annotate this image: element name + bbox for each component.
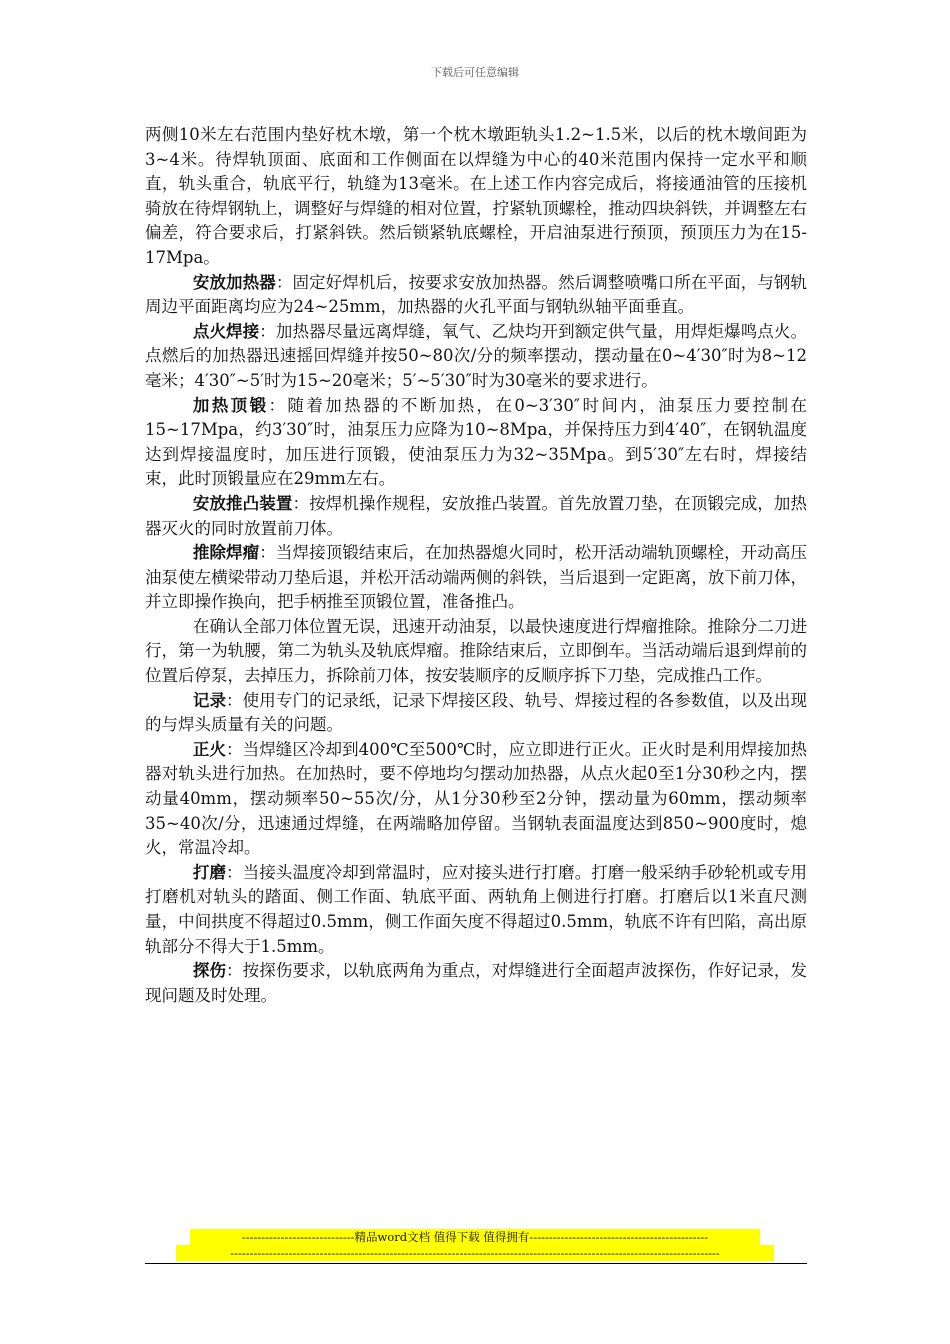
paragraph-term: 加热顶锻 <box>192 395 269 415</box>
paragraph-trimming <box>145 615 807 689</box>
term-separator: ： <box>275 272 293 292</box>
term-separator: ： <box>226 862 243 882</box>
footer-banner: -----------------------------精品word文档 值得下载 值得拥有---------------------------------------------- <box>190 1229 760 1245</box>
paragraph-term: 推除焊瘤 <box>192 543 260 563</box>
paragraph-text: 当焊缝区冷却到400℃至500℃时，应立即进行正火。正火时是利用焊接加热器对轨头进行加热。在加热时，要不停地均匀摆动加热器，从点火起0至1分30秒之内，摆动量40mm，摆动频率50~55次/分，从1分30秒至2分钟，摆动量为60mm，摆动频率35~40次/分，迅速通过焊缝，在两端略加停留。当钢轨表面温度达到850~900度时，熄火，常温冷却。 <box>145 739 808 858</box>
paragraph-text: 加热器尽量远离焊缝，氧气、乙炔均开到额定供气量，用焊炬爆鸣点火。点燃后的加热器迅速摇回焊缝并按50~80次/分的频率摆动，摆动量在0~4′30″时为8~12毫米；4′30″~5′时为15~20毫米；5′~5′30″时为30毫米的要求进行。 <box>145 321 808 390</box>
paragraph-upset <box>145 394 807 492</box>
paragraph-flash-removal <box>145 541 807 615</box>
paragraph-normalizing <box>145 738 807 861</box>
term-separator: ： <box>268 395 288 415</box>
paragraph-intro <box>145 123 807 271</box>
term-separator: ： <box>226 739 243 759</box>
paragraph-term: 记录 <box>192 690 227 710</box>
term-separator: ： <box>259 321 276 341</box>
paragraph-text: 按焊机操作规程，安放推凸装置。首先放置刀垫，在顶锻完成，加热器灭火的同时放置前刀体。 <box>145 493 808 538</box>
paragraph-term: 点火焊接 <box>192 321 260 341</box>
footer-rule <box>145 1263 807 1264</box>
term-separator: ： <box>259 543 276 563</box>
paragraph-trimmer <box>145 492 807 541</box>
paragraph-term: 安放推凸装置 <box>192 493 293 513</box>
paragraph-term: 探伤 <box>192 961 227 981</box>
paragraph-text: 按探伤要求，以轨底两角为重点，对焊缝进行全面超声波探伤，作好记录，发现问题及时处理。 <box>145 961 808 1005</box>
paragraph-ignition <box>145 320 807 394</box>
term-separator: ： <box>226 961 243 981</box>
document-body <box>145 123 807 1008</box>
paragraph-inspection <box>145 959 807 1008</box>
paragraph-heater <box>145 271 807 320</box>
paragraph-grinding <box>145 861 807 959</box>
paragraph-text: 两侧10米左右范围内垫好枕木墩，第一个枕木墩距轨头1.2~1.5米，以后的枕木墩间距为3~4米。待焊轨顶面、底面和工作侧面在以焊缝为中心的40米范围内保持一定水平和顺直，轨头重合，轨底平行，轨缝为13毫米。在上述工作内容完成后，将接通油管的压接机骑放在待焊钢轨上，调整好与焊缝的相对位置，拧紧轨顶螺栓，推动四块斜铁，并调整左右偏差，符合要求后，打紧斜铁。然后锁紧轨底螺栓，开启油泵进行预顶，预顶压力为在15-17Mpa。 <box>145 125 807 267</box>
paragraph-term: 正火 <box>192 739 227 759</box>
footer-dashes: ------------------------------------------------------------------------------------------------------------------------------ <box>176 1245 774 1261</box>
paragraph-text: 固定好焊机后，按要求安放加热器。然后调整喷嘴口所在平面，与钢轨周边平面距离均应为24~25mm，加热器的火孔平面与钢轨纵轴平面垂直。 <box>145 272 808 317</box>
paragraph-text: 随着加热器的不断加热，在0~3′30″时间内，油泵压力要控制在15~17Mpa，约3′30″时，油泵压力应降为10~8Mpa，并保持压力到4′40″，在钢轨温度达到焊接温度时，加压进行顶锻，使油泵压力为32~35Mpa。到5′30″左右时，焊接结束，此时顶锻量应在29mm左右。 <box>145 395 808 489</box>
paragraph-record <box>145 689 807 738</box>
paragraph-text: 在确认全部刀体位置无误，迅速开动油泵，以最快速度进行焊瘤推除。推除分二刀进行，第一为轨腰，第二为轨头及轨底焊瘤。推除结束后，立即倒车。当活动端后退到焊前的位置后停泵，去掉压力，拆除前刀体，按安装顺序的反顺序拆下刀垫，完成推凸工作。 <box>145 616 807 686</box>
term-separator: ： <box>292 493 310 513</box>
term-separator: ： <box>226 690 243 710</box>
page-header: 下载后可任意编辑 <box>431 66 519 79</box>
paragraph-text: 当接头温度冷却到常温时，应对接头进行打磨。打磨一般采纳手砂轮机或专用打磨机对轨头的踏面、侧工作面、轨底平面、两轨角上侧进行打磨。打磨后以1米直尺测量，中间拱度不得超过0.5mm，侧工作面矢度不得超过0.5mm，轨底不许有凹陷，高出原轨部分不得大于1.5mm。 <box>145 862 808 956</box>
paragraph-text: 使用专门的记录纸，记录下焊接区段、轨号、焊接过程的各参数值，以及出现的与焊头质量有关的问题。 <box>145 690 808 735</box>
paragraph-text: 当焊接顶锻结束后，在加热器熄火同时，松开活动端轨顶螺栓，开动高压油泵使左横梁带动刀垫后退，并松开活动端两侧的斜铁，当后退到一定距离，放下前刀体，并立即操作换向，把手柄推至顶锻位置，准备推凸。 <box>145 543 808 612</box>
paragraph-term: 打磨 <box>192 862 227 882</box>
paragraph-term: 安放加热器 <box>192 272 276 292</box>
